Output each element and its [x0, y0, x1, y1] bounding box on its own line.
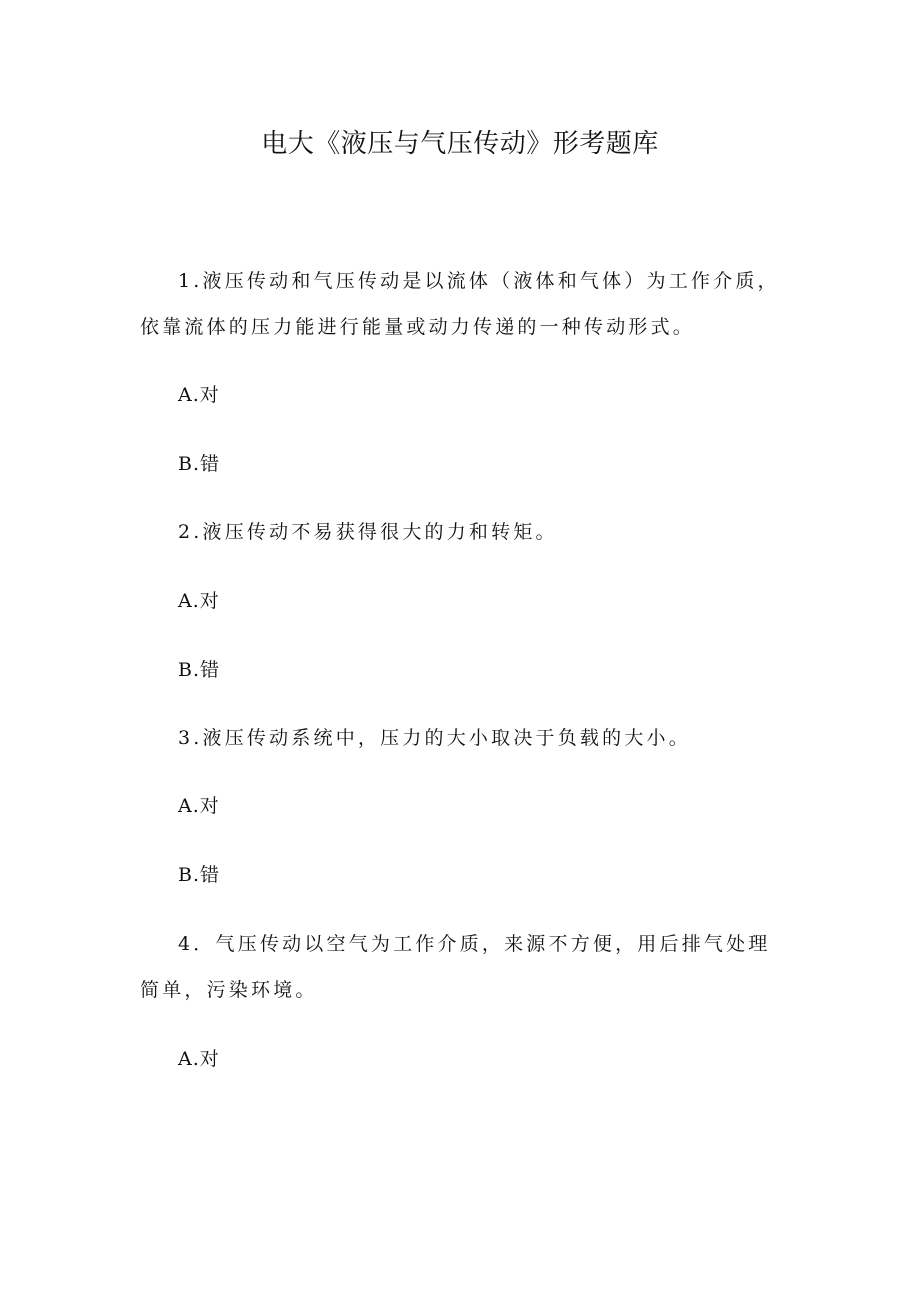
- question-1-text: 1.液压传动和气压传动是以流体（液体和气体）为工作介质，依靠流体的压力能进行能量或动力传递的一种传动形式。: [140, 270, 780, 338]
- document-title: 电大《液压与气压传动》形考题库: [261, 129, 659, 159]
- question-4-text: 4．气压传动以空气为工作介质，来源不方便，用后排气处理简单，污染环境。: [140, 933, 771, 1001]
- question-2-option-a: A.对: [178, 590, 220, 612]
- question-2-text: 2.液压传动不易获得很大的力和转矩。: [178, 521, 558, 543]
- question-2-option-b: B.错: [178, 659, 221, 681]
- question-4-option-a: A.对: [178, 1048, 220, 1070]
- question-3-text: 3.液压传动系统中，压力的大小取决于负载的大小。: [178, 727, 691, 749]
- question-3-option-b: B.错: [178, 864, 221, 886]
- question-1-option-b: B.错: [178, 453, 221, 475]
- question-3-option-a: A.对: [178, 795, 220, 817]
- question-1-option-a: A.对: [178, 384, 220, 406]
